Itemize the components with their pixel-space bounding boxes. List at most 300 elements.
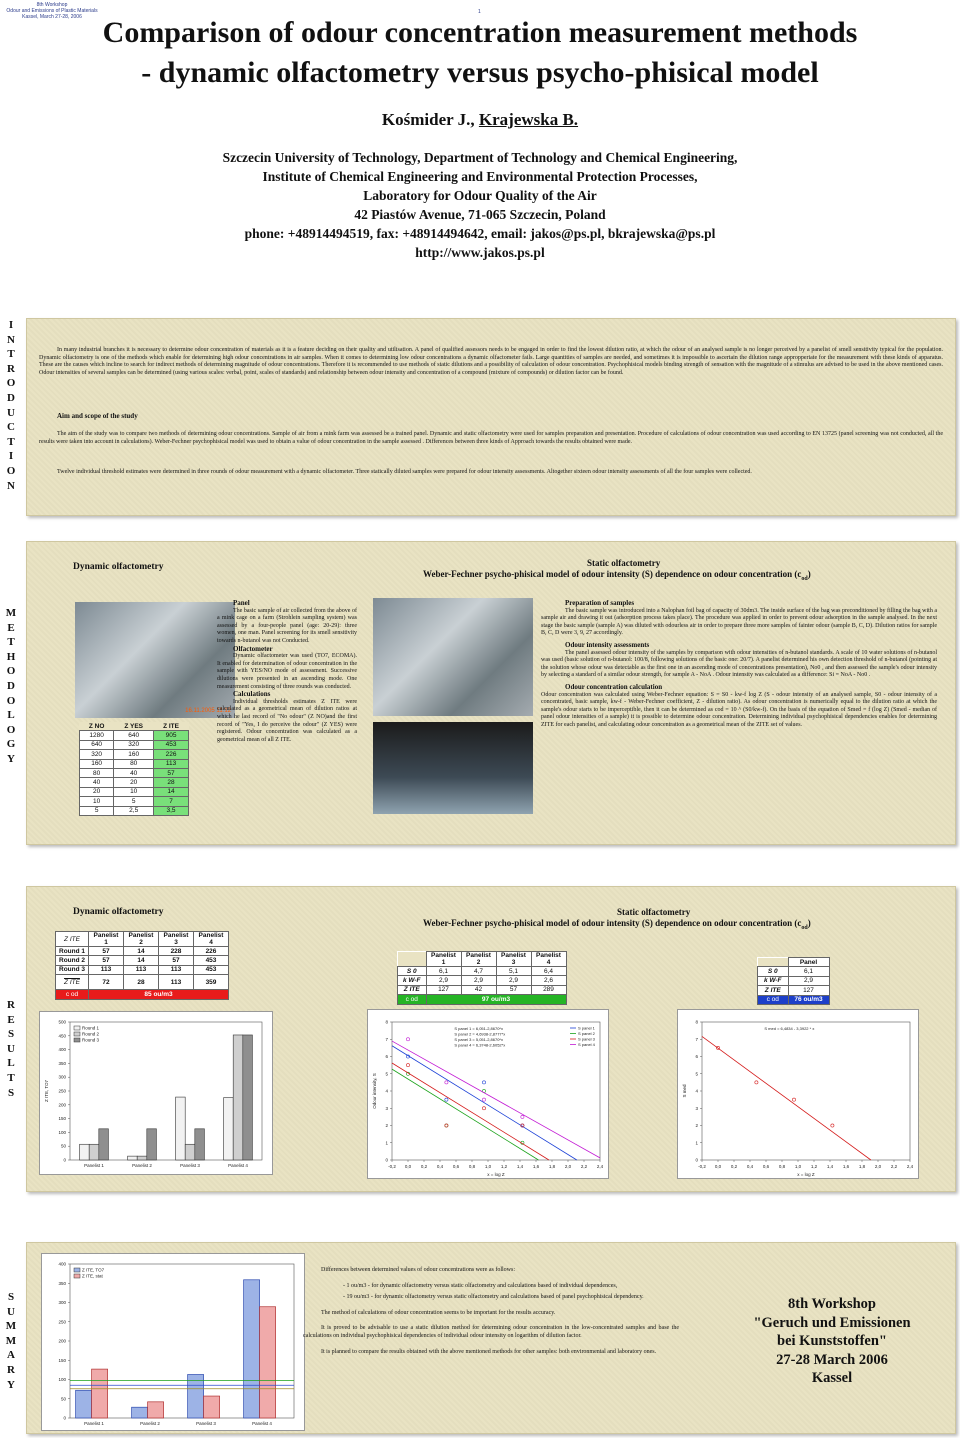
y-tick-label: 350 <box>58 1060 66 1066</box>
section-label-summary <box>4 1290 18 1392</box>
intro-paragraph-2: The aim of the study was to compare two methods of determining odour concentrations. Sample of air from a mink farm was assessed be a trained panel. Dynamic and static olfactometry were used for samples preparation and presentation. Procedure of calculations of odour concentration was used according to EN 13725 (panel screening was not conducted, all the results were taken into account in calculations). Weber-Fechner psychophisical model was used to obtain a value of odour concentration in the sample assessed . Differences between three kinds of Approach towards the results obtained were made. <box>39 431 943 445</box>
workshop-line: Kassel <box>811 1370 853 1386</box>
wf-individual-chart <box>367 1009 609 1179</box>
dilution-cell: 5 <box>114 797 154 806</box>
x-tick-label: 2,0 <box>874 1164 882 1169</box>
section-letter: T <box>7 636 15 649</box>
panelist-header: Panelist 3 <box>159 932 194 947</box>
y-tick-label: 250 <box>58 1319 66 1325</box>
affiliation-line: Institute of Chemical Engineering and Environmental Protection Processes, <box>262 169 698 184</box>
section-letter: S <box>7 1028 15 1041</box>
photo-timestamp: 16.11.2005 11:12 <box>185 708 231 714</box>
legend-label: Round 2 <box>82 1031 100 1037</box>
x-tick-label: 0,4 <box>436 1164 444 1169</box>
section-letter: O <box>6 723 16 736</box>
wf-cell: 5,1 <box>496 967 531 976</box>
legend-label: S panel 1 <box>578 1025 595 1031</box>
dilution-cell: 320 <box>114 740 154 749</box>
odour-concentration-heading: Odour concentration calculation <box>565 682 663 691</box>
y-axis-label: Z ITE, TO7 <box>44 1079 49 1103</box>
bar-z-ite-to7 <box>132 1407 148 1418</box>
section-letter: S <box>7 1086 15 1099</box>
wf-table-corner <box>398 952 427 967</box>
wf-cell: 42 <box>461 985 496 994</box>
method-text-column <box>217 600 357 744</box>
wf-cell: 6,1 <box>426 967 461 976</box>
workshop-note-line: Odour and Emissions of Plastic Materials <box>6 8 98 14</box>
wf-row-label: k W-F <box>398 976 427 985</box>
round-row <box>56 956 229 965</box>
x-tick-label: 1,6 <box>842 1164 850 1169</box>
bar-round-1 <box>224 1098 234 1160</box>
x-tick-label: Panelist 3 <box>196 1421 216 1426</box>
y-tick-label: 3 <box>385 1105 388 1111</box>
y-axis-label: S med <box>682 1084 687 1098</box>
wf-cell: 6,4 <box>531 967 566 976</box>
method-dynamic-title: Dynamic olfactometry <box>73 562 164 572</box>
bar-round-2 <box>233 1035 243 1160</box>
summary-heading: Differences between determined values of odour concentrations were as follows: <box>321 1267 515 1273</box>
summary-bar-chart <box>41 1253 305 1431</box>
x-tick-label: 1,0 <box>794 1164 802 1169</box>
dilution-header: Z ITE <box>163 722 179 730</box>
summary-panel <box>26 1242 956 1434</box>
x-tick-label: 1,6 <box>532 1164 540 1169</box>
x-tick-label: 1,8 <box>548 1164 556 1169</box>
dilution-cell: 14 <box>154 787 189 796</box>
method-wf-title-sub: od <box>801 575 808 582</box>
wf-cell: 289 <box>531 985 566 994</box>
x-tick-label: 0,0 <box>714 1164 722 1169</box>
zite-value: 28 <box>124 975 159 990</box>
y-tick-label: 0 <box>385 1157 388 1163</box>
results-wf-title: Weber-Fechner psycho-phisical model of odour intensity (S) dependence on odour concentration $(c_{od})$ <box>423 918 811 931</box>
x-tick-label: Panelist 2 <box>132 1163 152 1168</box>
round-cell: 57 <box>159 956 194 965</box>
dilution-row <box>80 759 189 768</box>
bar-z-ite-stat <box>148 1402 164 1418</box>
rounds-table <box>55 931 229 1000</box>
panel-cell: 6,1 <box>788 967 829 976</box>
x-tick-label: 0,2 <box>420 1164 428 1169</box>
static-text-column <box>541 600 937 730</box>
aim-heading: Aim and scope of the study <box>57 412 138 420</box>
round-cell: 113 <box>89 965 124 974</box>
dilution-cell: 453 <box>154 740 189 749</box>
panel-row <box>758 967 830 976</box>
panelist-header: Panelist 2 <box>461 952 496 967</box>
dilution-header: Z YES <box>124 722 144 730</box>
dilution-cell: 40 <box>114 768 154 777</box>
wf-cell: 2,9 <box>496 976 531 985</box>
panel-row-label: Z ITE <box>758 986 789 995</box>
cod-static-value: 97 ou/m3 <box>426 995 566 1004</box>
x-tick-label: -0,2 <box>698 1164 706 1169</box>
cod-label: c od <box>398 995 427 1004</box>
section-label-methodology <box>4 606 18 767</box>
legend-label: Z ITE, TO7 <box>82 1267 105 1273</box>
dilution-cell: 2,5 <box>114 806 154 815</box>
dilution-cell: 160 <box>114 750 154 759</box>
y-tick-label: 1 <box>695 1140 698 1146</box>
author-1: Kośmider J., <box>381 110 475 129</box>
round-row <box>56 965 229 974</box>
x-tick-label: 1,4 <box>826 1164 834 1169</box>
affiliation-line: Laboratory for Odour Quality of the Air <box>363 188 597 203</box>
dilution-cell: 40 <box>80 778 114 787</box>
equation-label: S panel 1 = 6,051-2,8670*x <box>454 1026 503 1031</box>
equation-label: S panel 3 = 5,051-2,8670*x <box>454 1037 503 1042</box>
bar-round-1 <box>128 1156 138 1160</box>
dilution-row <box>80 740 189 749</box>
dilution-cell: 3,5 <box>154 806 189 815</box>
section-letter: T <box>7 435 15 448</box>
bar-round-2 <box>89 1144 99 1160</box>
section-letter: U <box>7 1042 15 1055</box>
y-tick-label: 6 <box>385 1054 388 1059</box>
y-tick-label: 100 <box>58 1377 66 1382</box>
section-label-results <box>4 998 18 1100</box>
y-tick-label: 450 <box>58 1033 66 1039</box>
round-cell: 228 <box>159 947 194 956</box>
y-tick-label: 100 <box>58 1129 66 1135</box>
section-letter: N <box>7 333 15 346</box>
section-letter: L <box>7 1057 15 1070</box>
introduction-panel <box>26 318 956 516</box>
workshop-line: bei Kunststoffen" <box>777 1333 887 1349</box>
section-letter: M <box>5 607 17 619</box>
x-tick-label: 0,2 <box>730 1164 738 1169</box>
y-axis-label: Odour intensity, S <box>372 1073 377 1109</box>
panelist-header: Panelist 1 <box>426 952 461 967</box>
legend-label: Round 3 <box>82 1037 100 1043</box>
y-tick-label: 200 <box>58 1102 66 1108</box>
method-static-title: Static olfactometry <box>587 558 661 568</box>
x-tick-label: Panelist 1 <box>84 1163 104 1168</box>
section-letter: R <box>7 999 15 1011</box>
zite-row-label: Z ITE <box>56 975 89 990</box>
photo-panelists <box>75 602 235 718</box>
legend-swatch <box>74 1026 80 1030</box>
rounds-table-body <box>56 947 229 975</box>
odour-intensity-text: The panel assessed odour intensity of the samples by comparison with odour intensities of n-butanol standards. A scale of 10 water solutions of n-butanol was used (basic solution of n-butanol: 100/8, following solutions of the basic one: 20/7). A panelist determined his own detection threshold of n-butanol (pointing at the solution whose odour was detectable as the first one in an ascending mode of concentrations presentation), No0 , and then assessed the sample's odour intensity by selecting a standard of a similar odour strength, for sample A - NoA . Odour intensity was calculated as a difference: Si = NoA - No0 . <box>541 649 937 679</box>
round-row <box>56 947 229 956</box>
round-cell: 453 <box>194 956 229 965</box>
dilution-cell: 226 <box>154 750 189 759</box>
bar-round-2 <box>185 1144 195 1160</box>
wf-cell: 2,9 <box>461 976 496 985</box>
section-letter: D <box>7 391 15 404</box>
method-wf-title: Weber-Fechner psycho-phisical model of odour intensity (S) dependence on odour concentration $(c_{od})$ <box>423 569 811 582</box>
x-tick-label: Panelist 3 <box>180 1163 200 1168</box>
dilution-row <box>80 768 189 777</box>
x-tick-label: 0,8 <box>468 1164 476 1169</box>
y-tick-label: 7 <box>385 1036 388 1042</box>
bar-z-ite-stat <box>92 1369 108 1418</box>
wf-row-label: Z ITE <box>398 985 427 994</box>
y-tick-label: 300 <box>58 1300 66 1305</box>
workshop-line: 8th Workshop <box>788 1296 876 1312</box>
bar-round-3 <box>195 1129 205 1160</box>
x-tick-label: 0,0 <box>404 1164 412 1169</box>
affiliation-line: 42 Piastów Avenue, 71-065 Szczecin, Poland <box>354 207 606 222</box>
poster-title-line-1: Comparison of odour concentration measurement methods <box>102 16 858 49</box>
olfactometer-text: Dynamic olfactometer was used (TO7, ECOMA). It enabled for determination of odour concentration in the sample with YES/NO mode of assessment. Successive dilutions were presented in an ascending mode. One measurement consisting of three rounds was conducted. <box>217 653 357 690</box>
section-letter: M <box>5 1320 17 1333</box>
zite-corner: Z ITE <box>56 932 89 947</box>
method-wf-title-text: Weber-Fechner psycho-phisical model of odour intensity (S) dependence on odour concentration (c <box>423 569 802 579</box>
results-wf-title-text: Weber-Fechner psycho-phisical model of odour intensity (S) dependence on odour concentration (c <box>423 918 802 928</box>
x-tick-label: 1,2 <box>500 1164 508 1169</box>
round-cell: 453 <box>194 965 229 974</box>
olfactometer-heading: Olfactometer <box>233 644 273 653</box>
dilution-cell: 10 <box>114 787 154 796</box>
wf-cell: 57 <box>496 985 531 994</box>
round-label: Round 3 <box>56 965 89 974</box>
workshop-note-line: 8th Workshop <box>36 2 68 8</box>
round-cell: 14 <box>124 956 159 965</box>
x-tick-label: 2,0 <box>564 1164 572 1169</box>
rounds-bar-chart <box>39 1011 273 1175</box>
panel-cell: 2,9 <box>788 976 829 985</box>
dilution-row <box>80 750 189 759</box>
y-tick-label: 50 <box>60 1396 66 1402</box>
results-wf-title-sub: od <box>801 924 808 931</box>
section-letter: L <box>7 709 15 722</box>
y-tick-label: 4 <box>695 1088 698 1094</box>
legend-label: S panel 2 <box>578 1031 595 1036</box>
odour-intensity-heading: Odour intensity assessments <box>565 640 650 649</box>
cod-label: c od <box>758 995 789 1004</box>
preparation-text: The basic sample was introduced into a Nalophan foil bag of capacity of 30dm3. The inside surface of the bag was preconditioned by filling the bag with a sample air and drawing it out (adsorption process takes place). The procedure was applied in order to prevent odour adsorption in the sample analysed. In the next stage the basic sample (sample A) was diluted with odourless air in order to prepare three more samples of fainter odour (sample B, C, D). Dilution ratios for sample B, C, D were 3, 9, 27 accordingly. <box>541 607 937 637</box>
photo-flasks <box>373 722 533 814</box>
cod-label: c od <box>56 990 89 999</box>
x-axis-label: x = log Z <box>487 1172 505 1177</box>
results-dynamic-title: Dynamic olfactometry <box>73 907 164 917</box>
legend-label: S panel 4 <box>578 1042 595 1047</box>
y-tick-label: 8 <box>695 1019 698 1025</box>
round-cell: 57 <box>89 956 124 965</box>
section-letter: N <box>7 479 15 492</box>
dilution-cell: 28 <box>154 778 189 787</box>
panel-row-label: S 0 <box>758 967 789 976</box>
section-letter: Y <box>7 1378 15 1391</box>
section-letter: Y <box>7 752 15 765</box>
dilution-row <box>80 787 189 796</box>
dilution-cell: 20 <box>80 787 114 796</box>
dilution-cell: 80 <box>80 768 114 777</box>
wf-table-body <box>398 967 567 995</box>
wf-row <box>398 976 567 985</box>
equation-label: S med = 6,4834 - 3,3922 * x <box>764 1026 815 1031</box>
y-tick-label: 3 <box>695 1105 698 1111</box>
dilution-row <box>80 731 189 740</box>
y-tick-label: 5 <box>385 1071 388 1077</box>
bar-round-3 <box>147 1129 157 1160</box>
section-letter: E <box>7 621 15 634</box>
dilution-cell: 57 <box>154 768 189 777</box>
x-tick-label: -0,2 <box>388 1164 396 1169</box>
x-tick-label: 1,0 <box>484 1164 492 1169</box>
round-cell: 226 <box>194 947 229 956</box>
y-tick-label: 200 <box>58 1338 66 1344</box>
summary-item: - 19 ou/m3 - for dynamic olfactometry versus static olfactometry and calculations based of panel psychophisical dependency. <box>343 1294 644 1301</box>
section-letter: G <box>6 738 16 751</box>
wf-cell: 127 <box>426 985 461 994</box>
panel-row <box>758 976 830 985</box>
y-tick-label: 8 <box>385 1019 388 1025</box>
section-letter: O <box>6 464 16 477</box>
section-letter: S <box>7 1291 15 1303</box>
summary-paragraph-3: It is planned to compare the results obtained with the above mentioned methods for other samples: both environmental and laboratory ones. <box>321 1348 657 1355</box>
y-tick-label: 400 <box>58 1261 66 1267</box>
x-tick-label: 0,6 <box>762 1164 770 1169</box>
dilution-cell: 113 <box>154 759 189 768</box>
panelist-header: Panelist 1 <box>89 932 124 947</box>
wf-cell: 2,6 <box>531 976 566 985</box>
workshop-box <box>727 1295 937 1388</box>
y-tick-label: 0 <box>695 1157 698 1163</box>
panel-text: The basic sample of air collected from the above of a mink cage on a farm (Strohlein sampling system) was assessed by a four-people panel (age: 20-29): three women, one man. Panel screening for its smell sensitivity towards n-butanol was not Conducted. <box>217 607 357 644</box>
poster-title-line-2: - dynamic olfactometry versus psycho-phisical model <box>141 56 819 89</box>
cod-dynamic-value: 85 ou/m3 <box>89 990 229 999</box>
round-cell: 57 <box>89 947 124 956</box>
dilution-header: Z NO <box>88 722 105 730</box>
legend-label: Z ITE, stat <box>82 1273 103 1279</box>
section-letter: U <box>7 406 15 419</box>
round-cell: 113 <box>124 965 159 974</box>
legend-swatch <box>74 1274 80 1278</box>
equation-label: S panel 4 = 6,3748-2,6052*x <box>454 1042 506 1048</box>
results-static-title: Static olfactometry <box>617 907 691 917</box>
dilution-cell: 640 <box>114 731 154 740</box>
photo-assessors <box>373 598 533 716</box>
y-tick-label: 250 <box>58 1088 66 1094</box>
round-cell: 14 <box>124 947 159 956</box>
section-letter: U <box>7 1305 15 1318</box>
x-tick-label: Panelist 2 <box>140 1421 160 1426</box>
section-letter: I <box>8 319 14 331</box>
x-tick-label: 2,2 <box>580 1164 588 1169</box>
x-tick-label: 2,2 <box>890 1164 898 1169</box>
dilution-cell: 80 <box>114 759 154 768</box>
section-letter: O <box>6 377 16 390</box>
section-letter: E <box>7 1013 15 1026</box>
affiliation-line: Szczecin University of Technology, Department of Technology and Chemical Engineering, <box>222 150 738 165</box>
dilution-cell: 5 <box>80 806 114 815</box>
panelist-header: Panelist 2 <box>124 932 159 947</box>
dilution-cell: 160 <box>80 759 114 768</box>
legend-swatch <box>74 1038 80 1042</box>
bar-z-ite-to7 <box>244 1280 260 1418</box>
preparation-heading: Preparation of samples <box>565 599 635 607</box>
section-letter: M <box>5 1334 17 1347</box>
calculations-text: Individual thresholds estimates Z ITE were calculated as a geometrical mean of dilution ratios at which he last record of "No odour" (Z NO)and the first record of "Yes, I do perceive the odour" (Z YES) were registered. Odour concentration was calculated as a geometrical mean of all Z ITE. <box>217 698 357 743</box>
section-label-introduction <box>4 318 18 493</box>
authors <box>0 110 960 130</box>
x-tick-label: 0,4 <box>746 1164 754 1169</box>
panelist-header: Panelist 4 <box>531 952 566 967</box>
section-letter: A <box>7 1349 15 1362</box>
dilution-cell: 7 <box>154 797 189 806</box>
y-tick-label: 5 <box>695 1071 698 1077</box>
panel-row <box>758 986 830 995</box>
y-tick-label: 0 <box>63 1157 66 1163</box>
panelist-header: Panelist 3 <box>496 952 531 967</box>
affiliation <box>0 148 960 262</box>
dilution-cell: 20 <box>114 778 154 787</box>
bar-round-1 <box>80 1144 90 1160</box>
panel-table-corner <box>758 958 789 967</box>
round-label: Round 1 <box>56 947 89 956</box>
equation-label: S panel 2 = 4,6938-2,8777*x <box>454 1031 506 1037</box>
x-tick-label: Panelist 1 <box>84 1421 104 1426</box>
dilution-row <box>80 797 189 806</box>
round-cell: 113 <box>159 965 194 974</box>
x-tick-label: 2,4 <box>906 1164 914 1169</box>
bar-z-ite-stat <box>204 1396 220 1418</box>
x-tick-label: Panelist 4 <box>228 1163 248 1168</box>
panel-table <box>757 957 830 1005</box>
affiliation-line: http://www.jakos.ps.pl <box>415 245 545 260</box>
section-letter: D <box>7 679 15 692</box>
workshop-line: "Geruch und Emissionen <box>753 1314 911 1331</box>
wf-row <box>398 985 567 994</box>
bar-round-3 <box>99 1129 109 1160</box>
section-letter: R <box>7 362 15 375</box>
x-tick-label: 1,4 <box>516 1164 524 1169</box>
bar-round-2 <box>137 1156 147 1160</box>
dilution-cell: 1280 <box>80 731 114 740</box>
dilution-table <box>79 722 189 816</box>
bar-z-ite-to7 <box>76 1390 92 1418</box>
panel-cell: 127 <box>788 986 829 995</box>
wf-row-label: S 0 <box>398 967 427 976</box>
results-panel <box>26 886 956 1192</box>
wf-table <box>397 951 567 1005</box>
section-letter: O <box>6 665 16 678</box>
dilution-row <box>80 806 189 815</box>
x-axis-label: x = log Z <box>797 1172 815 1177</box>
y-tick-label: 4 <box>385 1088 388 1094</box>
dilution-table-body <box>80 731 189 816</box>
section-letter: C <box>7 421 15 434</box>
x-tick-label: 2,4 <box>596 1164 604 1169</box>
panelist-header: Panelist 4 <box>194 932 229 947</box>
x-tick-label: 0,6 <box>452 1164 460 1169</box>
dilution-cell: 10 <box>80 797 114 806</box>
affiliation-line: phone: +48914494519, fax: +48914494642, email: jakos@ps.pl, bkrajewska@ps.pl <box>244 226 716 241</box>
y-tick-label: 500 <box>58 1019 66 1025</box>
x-tick-label: 1,2 <box>810 1164 818 1169</box>
summary-paragraph-2: It is proved to be advisable to use a static dilution method for determining odour concentration in the low-concentrated samples and base the calculations on individual psychophisical dependencies of individual odour intensity on logarithm of dilution factor. <box>303 1325 679 1339</box>
plot-area <box>702 1022 910 1160</box>
summary-paragraph-1: The method of calculations of odour concentration seems to be important for the results accuracy. <box>321 1309 556 1316</box>
zite-value: 72 <box>89 975 124 990</box>
bar-round-1 <box>176 1097 186 1160</box>
workshop-line: 27-28 March 2006 <box>776 1351 888 1368</box>
x-tick-label: 0,8 <box>778 1164 786 1169</box>
section-letter: I <box>8 450 14 463</box>
legend-label: Round 1 <box>82 1025 100 1031</box>
y-tick-label: 0 <box>63 1415 66 1421</box>
section-letter: H <box>6 650 16 663</box>
x-tick-label: Panelist 4 <box>252 1421 272 1426</box>
wf-cell: 2,9 <box>426 976 461 985</box>
intro-paragraph-1: In many industrial branches it is necessary to determine odour concentration of materials as it is a feature deciding on their quality and utilisation. A panel of qualified assessors needs to be engaged in order to find the lowest dilution ratio, at which the odour of an analysed sample is no longer perceived by a panelist of smell sensitivity typical for the population. Dynamic olfactometry is one of the methods which enable for determining high odour concentrations in air samples. When it comes to determining low odour concentrations a dynamic olfactometer fails. Large quantities of samples are needed, and sometimes it is impossible to ascertain the dilution range appropperiate for the measurement with these kinds of apparatus. These are the causes which incline to search for indirect methods of determining magnitude of odour concentrations. Therefore it is recommended to use methods of static dilutions and a possibility of calculation of odour concentration. Psychophisical models binding strength of sensation with the magnitude of a stimulus are advised to be used in the above mentioned cases. Odour intensities of several samples can be determined (using various scales: verbal, point, scales of standards) and relationship between odour intensity and concentration of a compound (mixture of compounds) or dilution factor can be found. <box>39 347 943 376</box>
y-tick-label: 300 <box>58 1074 66 1080</box>
round-label: Round 2 <box>56 956 89 965</box>
